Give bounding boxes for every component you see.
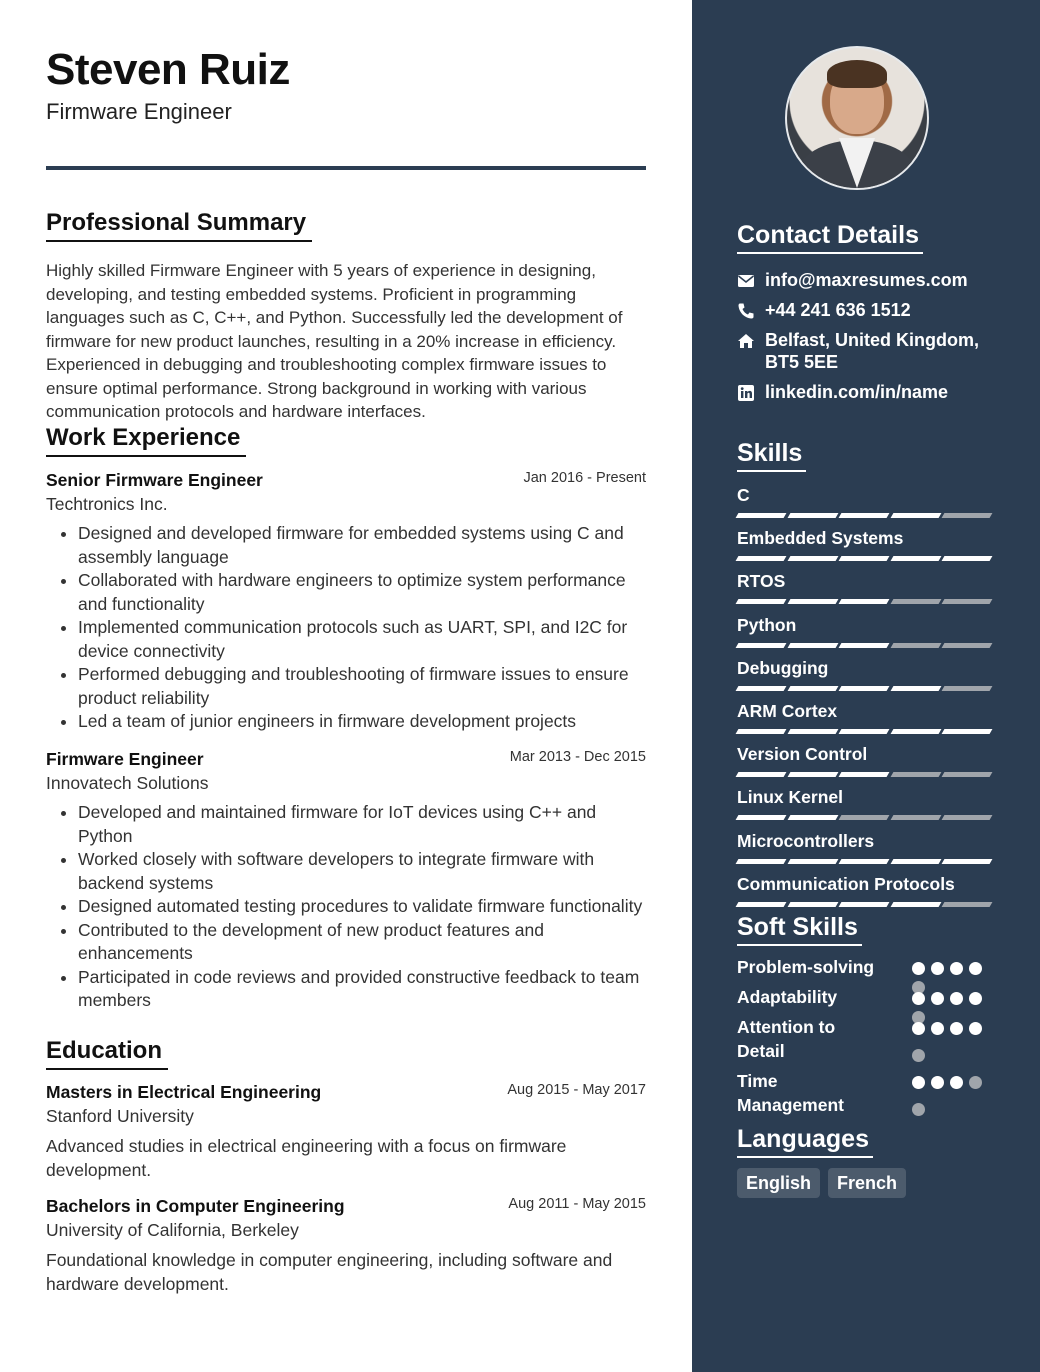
skill-level-bar bbox=[737, 686, 993, 691]
skill-level-segment bbox=[942, 815, 992, 820]
skill-level-segment bbox=[942, 772, 992, 777]
address-line-1: Belfast, United Kingdom, bbox=[765, 330, 980, 350]
skill-level-segment bbox=[890, 729, 940, 734]
soft-skill-name: Time Management bbox=[737, 1071, 844, 1115]
phone-icon bbox=[737, 302, 755, 320]
skill-name: C bbox=[737, 485, 750, 505]
skill-level-segment bbox=[942, 513, 992, 518]
skill-name: ARM Cortex bbox=[737, 700, 838, 721]
list-item: • Collaborated with hardware engineers to optimize system performance and functionality bbox=[78, 569, 646, 616]
skill-level-segment bbox=[942, 643, 992, 648]
skill-item bbox=[737, 657, 993, 700]
skill-name: Python bbox=[737, 614, 797, 635]
job-entry bbox=[46, 468, 646, 734]
skill-level-segment bbox=[839, 902, 889, 907]
skill-level-segment bbox=[736, 902, 786, 907]
skill-level-bar bbox=[737, 729, 993, 734]
skill-level-segment bbox=[839, 815, 889, 820]
soft-skill-item bbox=[737, 1015, 987, 1069]
skill-name: Version Control bbox=[737, 744, 868, 765]
skill-level-segment bbox=[839, 772, 889, 777]
skill-level-segment bbox=[839, 729, 889, 734]
education-description: Advanced studies in electrical engineering with a focus on firmware development. bbox=[46, 1136, 567, 1180]
contact-email[interactable] bbox=[737, 269, 1017, 291]
school-name: Stanford University bbox=[46, 1106, 194, 1126]
skill-level-segment bbox=[736, 643, 786, 648]
skill-level-segment bbox=[736, 513, 786, 518]
list-item: • Implemented communication protocols such as UART, SPI, and I2C for device connectivity bbox=[78, 616, 646, 663]
rating-dot bbox=[912, 962, 925, 975]
rating-dot bbox=[912, 1022, 925, 1035]
skill-level-segment bbox=[787, 772, 837, 777]
home-icon bbox=[737, 332, 755, 350]
education-description: Foundational knowledge in computer engineering, including software and hardware development. bbox=[46, 1250, 613, 1294]
skill-level-segment bbox=[890, 556, 940, 561]
skill-level-segment bbox=[736, 686, 786, 691]
skill-level-segment bbox=[942, 902, 992, 907]
job-title: Senior Firmware Engineer bbox=[46, 470, 263, 490]
skill-item bbox=[737, 484, 993, 527]
skill-item bbox=[737, 743, 993, 786]
address-text bbox=[765, 329, 979, 373]
phone-text: +44 241 636 1512 bbox=[765, 300, 911, 320]
skill-level-bar bbox=[737, 815, 993, 820]
candidate-role: Firmware Engineer bbox=[46, 99, 232, 124]
soft-skill-item bbox=[737, 1069, 987, 1123]
soft-skills-heading: Soft Skills bbox=[737, 912, 862, 946]
skill-level-segment bbox=[787, 902, 837, 907]
skill-level-segment bbox=[942, 729, 992, 734]
degree-title: Masters in Electrical Engineering bbox=[46, 1082, 322, 1102]
contact-address bbox=[737, 329, 1017, 373]
soft-skill-rating bbox=[912, 962, 987, 985]
skill-level-segment bbox=[890, 686, 940, 691]
skill-item bbox=[737, 830, 993, 873]
email-text: info@maxresumes.com bbox=[765, 270, 968, 290]
job-date: Jan 2016 - Present bbox=[523, 470, 646, 486]
job-date: Mar 2013 - Dec 2015 bbox=[509, 749, 646, 765]
skill-name: Embedded Systems bbox=[737, 528, 904, 549]
soft-skill-item bbox=[737, 985, 987, 1015]
language-tag: French bbox=[828, 1168, 906, 1198]
summary-heading: Professional Summary bbox=[46, 208, 312, 242]
rating-dot bbox=[969, 962, 982, 975]
header-divider bbox=[46, 166, 646, 170]
rating-dot bbox=[912, 1049, 925, 1062]
skill-level-segment bbox=[942, 686, 992, 691]
skill-level-segment bbox=[890, 599, 940, 604]
list-item: • Participated in code reviews and provided constructive feedback to team members bbox=[78, 966, 646, 1013]
skill-level-segment bbox=[736, 599, 786, 604]
rating-dot bbox=[912, 1103, 925, 1116]
envelope-icon bbox=[737, 272, 755, 290]
candidate-name: Steven Ruiz bbox=[46, 45, 290, 94]
skill-item bbox=[737, 527, 993, 570]
skill-level-segment bbox=[736, 729, 786, 734]
skill-level-bar bbox=[737, 772, 993, 777]
school-name: University of California, Berkeley bbox=[46, 1220, 299, 1240]
rating-dot bbox=[950, 1022, 963, 1035]
skill-level-segment bbox=[787, 643, 837, 648]
skill-level-bar bbox=[737, 513, 993, 518]
skill-level-segment bbox=[839, 859, 889, 864]
contact-phone[interactable] bbox=[737, 299, 1017, 321]
job-company: Innovatech Solutions bbox=[46, 773, 209, 793]
rating-dot bbox=[912, 1076, 925, 1089]
education-entry bbox=[46, 1194, 646, 1296]
skill-level-segment bbox=[839, 686, 889, 691]
contact-list bbox=[737, 269, 1017, 411]
rating-dot bbox=[912, 992, 925, 1005]
list-item: • Worked closely with software developers to integrate firmware with backend systems bbox=[78, 848, 646, 895]
list-item: • Developed and maintained firmware for IoT devices using C++ and Python bbox=[78, 801, 646, 848]
skill-item bbox=[737, 873, 993, 916]
skill-level-segment bbox=[736, 859, 786, 864]
skill-name: Linux Kernel bbox=[737, 787, 843, 808]
skill-level-segment bbox=[787, 815, 837, 820]
skill-level-segment bbox=[839, 599, 889, 604]
job-entry bbox=[46, 747, 646, 1013]
job-bullets bbox=[46, 801, 646, 1013]
degree-title: Bachelors in Computer Engineering bbox=[46, 1196, 345, 1216]
skill-item bbox=[737, 700, 993, 743]
skill-level-segment bbox=[787, 599, 837, 604]
job-company: Techtronics Inc. bbox=[46, 494, 168, 514]
education-date: Aug 2015 - May 2017 bbox=[507, 1082, 646, 1098]
skills-heading: Skills bbox=[737, 438, 806, 472]
skill-level-bar bbox=[737, 902, 993, 907]
skill-level-segment bbox=[890, 859, 940, 864]
skill-level-segment bbox=[839, 643, 889, 648]
skill-level-segment bbox=[839, 513, 889, 518]
experience-heading: Work Experience bbox=[46, 423, 246, 457]
contact-linkedin[interactable] bbox=[737, 381, 1017, 403]
skill-name: RTOS bbox=[737, 571, 786, 592]
rating-dot bbox=[931, 992, 944, 1005]
linkedin-icon bbox=[737, 384, 755, 402]
profile-photo bbox=[785, 46, 929, 190]
list-item: • Designed and developed firmware for embedded systems using C and assembly language bbox=[78, 522, 646, 569]
list-item: • Contributed to the development of new product features and enhancements bbox=[78, 919, 646, 966]
contact-heading: Contact Details bbox=[737, 220, 923, 254]
soft-skills-list bbox=[737, 955, 987, 1123]
skill-level-segment bbox=[787, 556, 837, 561]
soft-skill-rating bbox=[912, 992, 987, 1015]
list-item: • Performed debugging and troubleshooting of firmware issues to ensure product reliability bbox=[78, 663, 646, 710]
skill-name: Microcontrollers bbox=[737, 830, 875, 851]
skill-level-segment bbox=[787, 729, 837, 734]
rating-dot bbox=[950, 992, 963, 1005]
soft-skill-name: Problem-solving bbox=[737, 957, 875, 977]
education-heading: Education bbox=[46, 1036, 168, 1070]
skill-level-bar bbox=[737, 599, 993, 604]
skills-list bbox=[737, 484, 993, 916]
skill-level-segment bbox=[890, 643, 940, 648]
soft-skill-item bbox=[737, 955, 987, 985]
languages-list bbox=[737, 1168, 906, 1198]
soft-skill-name: Attention to Detail bbox=[737, 1017, 836, 1061]
skill-level-segment bbox=[787, 513, 837, 518]
skill-level-segment bbox=[787, 686, 837, 691]
skill-name: Communication Protocols bbox=[737, 873, 955, 894]
job-title: Firmware Engineer bbox=[46, 749, 204, 769]
skill-level-segment bbox=[942, 599, 992, 604]
rating-dot bbox=[931, 1022, 944, 1035]
rating-dot bbox=[969, 1076, 982, 1089]
summary-text: Highly skilled Firmware Engineer with 5 years of experience in designing, developing, and testing embedded systems. Proficient in programming languages such as C, C++, and Python. Successfully led the development of firmware for new product launches, resulting in a 20% increase in efficiency. Experienced in debugging and troubleshooting complex firmware issues to ensure optimal performance. Strong background in working with various communication protocols and hardware interfaces. bbox=[46, 261, 623, 421]
skill-level-segment bbox=[890, 815, 940, 820]
rating-dot bbox=[931, 962, 944, 975]
rating-dot bbox=[950, 1076, 963, 1089]
address-line-2: BT5 5EE bbox=[765, 352, 839, 372]
skill-level-segment bbox=[736, 556, 786, 561]
skill-item bbox=[737, 614, 993, 657]
linkedin-text: linkedin.com/in/name bbox=[765, 382, 949, 402]
rating-dot bbox=[931, 1076, 944, 1089]
sidebar bbox=[692, 0, 1040, 1372]
rating-dot bbox=[950, 962, 963, 975]
language-tag: English bbox=[737, 1168, 820, 1198]
skill-item bbox=[737, 570, 993, 613]
languages-heading: Languages bbox=[737, 1124, 873, 1158]
list-item: • Led a team of junior engineers in firmware development projects bbox=[78, 710, 646, 734]
skill-level-segment bbox=[942, 556, 992, 561]
skill-level-bar bbox=[737, 859, 993, 864]
skill-item bbox=[737, 786, 993, 829]
rating-dot bbox=[969, 992, 982, 1005]
education-entry bbox=[46, 1080, 646, 1182]
skill-level-segment bbox=[787, 859, 837, 864]
skill-level-segment bbox=[890, 513, 940, 518]
list-item: • Designed automated testing procedures to validate firmware functionality bbox=[78, 895, 646, 919]
skill-level-segment bbox=[890, 772, 940, 777]
skill-level-segment bbox=[736, 772, 786, 777]
job-bullets bbox=[46, 522, 646, 734]
soft-skill-rating bbox=[912, 1076, 987, 1123]
skill-level-bar bbox=[737, 643, 993, 648]
skill-name: Debugging bbox=[737, 657, 829, 678]
soft-skill-rating bbox=[912, 1022, 987, 1069]
skill-level-segment bbox=[839, 556, 889, 561]
skill-level-segment bbox=[890, 902, 940, 907]
skill-level-segment bbox=[942, 859, 992, 864]
skill-level-segment bbox=[736, 815, 786, 820]
rating-dot bbox=[969, 1022, 982, 1035]
soft-skill-name: Adaptability bbox=[737, 987, 838, 1007]
education-date: Aug 2011 - May 2015 bbox=[508, 1196, 646, 1212]
skill-level-bar bbox=[737, 556, 993, 561]
